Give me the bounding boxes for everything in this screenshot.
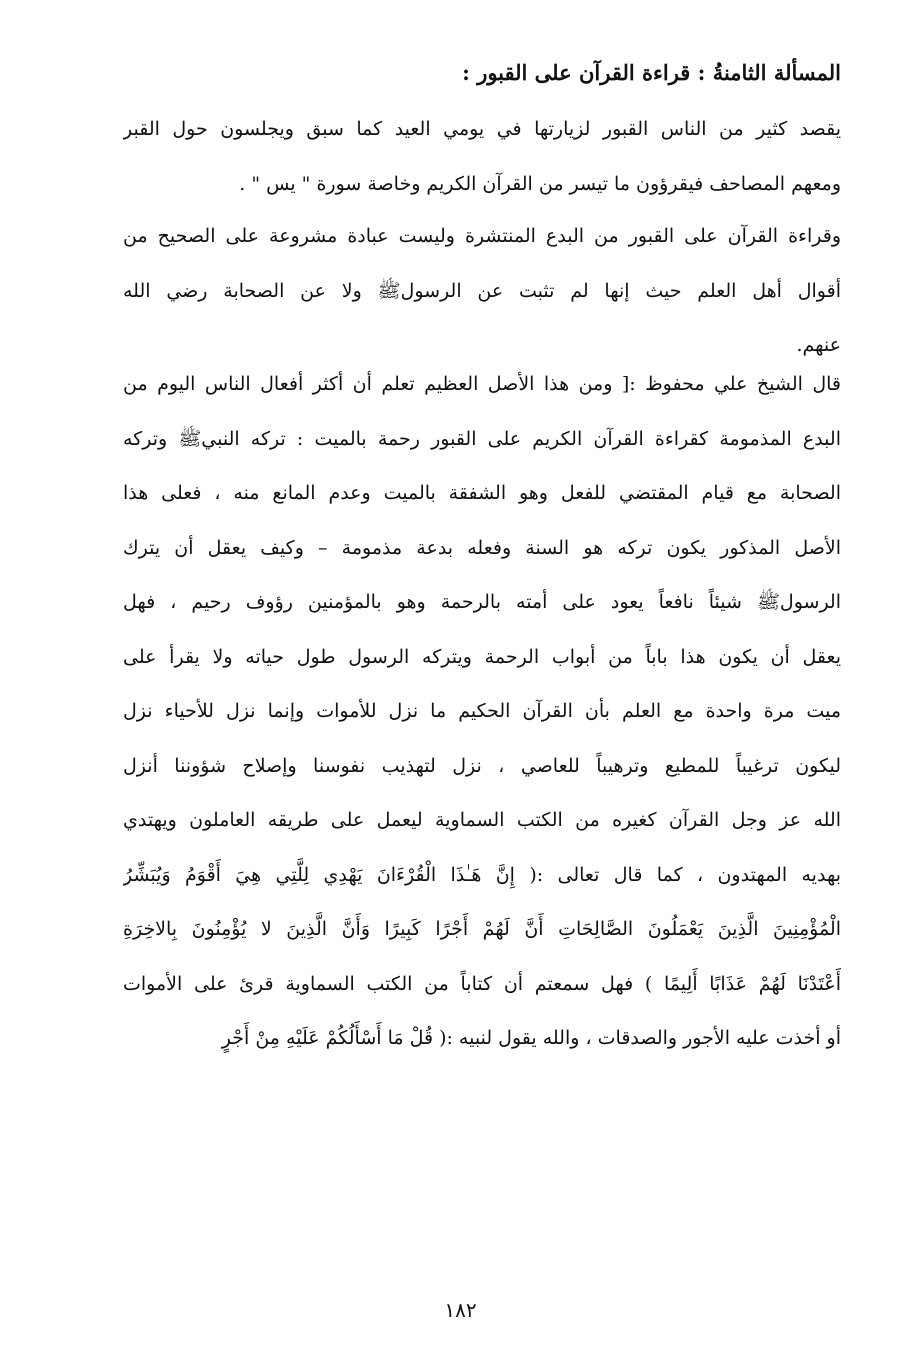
text-line: يعقل أن يكون هذا باباً من أبواب الرحمة ويتركه الرسول طول حياته ولا يقرأ على <box>123 645 841 668</box>
text-line: ومعهم المصاحف فيقرؤون ما تيسر من القرآن الكريم وخاصة سورة " يس " . <box>239 172 841 195</box>
text-line: عنهم. <box>796 334 841 356</box>
text-line: الْمُؤْمِنِينَ الَّذِينَ يَعْمَلُونَ الصَّالِحَاتِ أَنَّ لَهُمْ أَجْرًا كَبِيرًا وَأَنَّ الَّذِينَ لا يُؤْمِنُونَ بِالاخِرَةِ <box>123 918 841 940</box>
text-line: البدع المذمومة كقراءة القرآن الكريم على القبور رحمة بالميت : تركه النبيﷺ وتركه <box>123 427 841 450</box>
page-number: ١٨٢ <box>444 1298 477 1322</box>
text-line: أو أخذت عليه الأجور والصدقات ، والله يقول لنبيه :( قُلْ مَا أَسْأَلُكُمْ عَلَيْهِ مِنْ أَجْرٍ <box>221 1027 841 1049</box>
section-heading: المسألة الثامنةُ : قراءة القرآن على القبور : <box>462 60 841 85</box>
text-line: ميت مرة واحدة مع العلم بأن القرآن الحكيم ما نزل للأموات وإنما نزل للأحياء نزل <box>123 700 841 722</box>
text-line: يقصد كثير من الناس القبور لزيارتها في يومي العيد كما سبق ويجلسون حول القبر <box>123 118 841 140</box>
text-line: الأصل المذكور يكون تركه هو السنة وفعله بدعة مذمومة – وكيف يعقل أن يترك <box>123 536 841 559</box>
text-line: قال الشيخ علي محفوظ :[ ومن هذا الأصل العظيم تعلم أن أكثر أفعال الناس اليوم من <box>123 373 841 395</box>
text-line: الصحابة مع قيام المقتضي للفعل وهو الشفقة بالميت وعدم المانع منه ، فعلى هذا <box>123 482 841 504</box>
text-line: أقوال أهل العلم حيث إنها لم تثبت عن الرسولﷺ ولا عن الصحابة رضي الله <box>123 279 841 302</box>
text-line: وقراءة القرآن على القبور من البدع المنتشرة وليست عبادة مشروعة على الصحيح من <box>123 225 841 247</box>
paragraph-ruling <box>123 209 841 373</box>
text-line: الله عز وجل القرآن كغيره من الكتب السماوية ليعمل على طريقه العاملون ويهتدي <box>123 809 841 831</box>
text-line: الرسولﷺ شيئاً نافعاً يعود على أمته بالرحمة وهو بالمؤمنين رؤوف رحيم ، فهل <box>123 591 841 613</box>
text-line: أَعْتَدْنَا لَهُمْ عَذَابًا أَلِيمًا ) فهل سمعتم أن كتاباً من الكتب السماوية قرئ على الأموات <box>123 972 841 995</box>
paragraph-quotation <box>123 357 841 1066</box>
paragraph-visiting-graves <box>123 102 841 211</box>
text-line: ليكون ترغيباً للمطيع وترهيباً للعاصي ، نزل لتهذيب نفوسنا وإصلاح شؤوننا أنزل <box>123 754 841 777</box>
text-line: بهديه المهتدون ، كما قال تعالى :( إِنَّ هَـٰذَا الْقُرْءَانَ يَهْدِي لِلَّتِي هِيَ أَقْوَمُ وَيُبَشِّرُ <box>123 863 841 886</box>
